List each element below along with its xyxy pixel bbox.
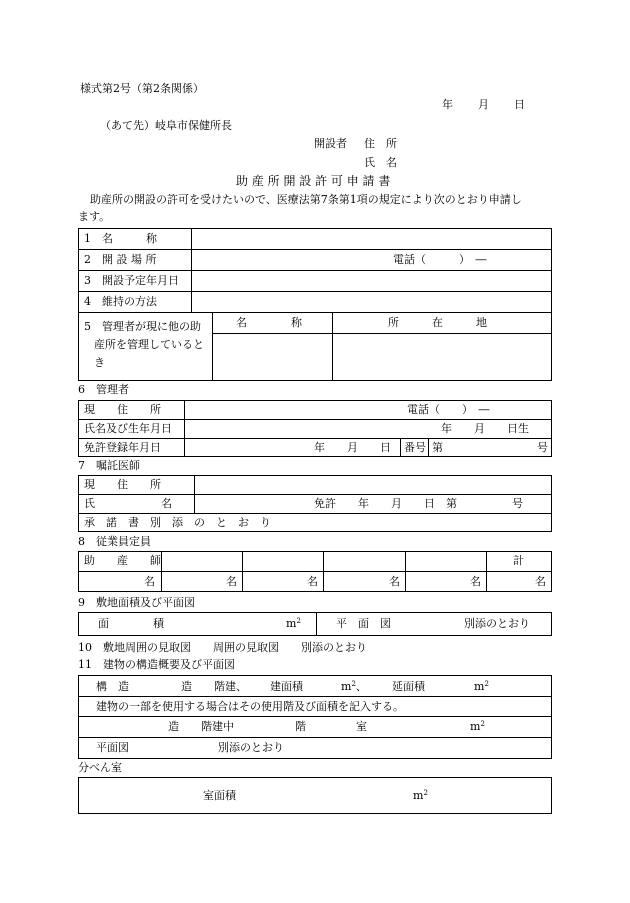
date-day: 日 [514,98,525,111]
unit-mei-6: 名 [535,575,546,588]
floor-area-unit: $m^2$ [474,680,489,693]
unit-mei-1: 名 [144,575,155,588]
other-facility-location-header: 所 在 地 [388,316,487,329]
applicant-name-label: 氏 名 [364,156,397,169]
manager-number-label: 番号 [404,441,426,454]
building-area-unit: $m^2$、 [341,680,367,693]
surroundings-heading: 10 敷地周囲の見取図 周囲の見取図 別添のとおり [78,641,367,654]
building-plan-attached: 別添のとおり [218,741,284,754]
manager-name-birth-label: 氏名及び生年月日 [84,422,172,435]
unit-mei-4: 名 [389,575,400,588]
building-area-label: 建面積 [270,680,303,693]
document-title: 助 産 所 開 設 許 可 申 請 書 [236,174,391,188]
manager-phone-label: 電話（ ） ― [407,403,490,416]
manager-address-label: 現 住 所 [84,403,161,416]
unit-mei-5: 名 [470,575,481,588]
partial-use-floors: 造 階建中 [168,720,234,733]
applicant-address-label: 住 所 [364,137,397,150]
partial-use-floor-label: 階 [295,720,306,733]
unit-mei-3: 名 [307,575,318,588]
area-label: 面 積 [98,617,164,630]
maintenance-method-label: 4 維持の方法 [84,295,157,308]
facility-location-label: 2 開 設 場 所 [84,253,157,266]
date-month: 月 [478,98,489,111]
floor-area-label: 延面積 [392,680,425,693]
manager-number-go: 号 [537,441,548,454]
manager-birth-ymd: 年 月 日生 [441,422,529,435]
body-text-line-2: ます。 [78,210,111,223]
body-text-line-1: 助産所の開設の許可を受けたいので、医療法第7条第1項の規定により次のとおり申請し [90,193,522,206]
unit-mei-2: 名 [226,575,237,588]
addressee: （あて先）岐阜市保健所長 [100,119,232,132]
doctor-name-label: 氏 名 [84,497,172,510]
consulting-doctor-heading: 7 嘱託医師 [78,459,140,472]
partial-use-room-label: 室 [356,720,367,733]
planned-date-label: 3 開設予定年月日 [84,274,179,287]
consent-letter-note: 承 諾 書 別 添 の と お り [84,516,271,529]
manager-number-dai: 第 [432,441,443,454]
doctor-address-label: 現 住 所 [84,478,161,491]
delivery-room-heading: 分べん室 [78,761,122,774]
area-unit: $m^2$ [286,617,301,630]
room-area-label: 室面積 [203,789,236,802]
manager-heading: 6 管理者 [78,383,129,396]
room-area-unit: $m^2$ [413,789,428,802]
site-area-heading: 9 敷地面積及び平面図 [78,596,195,609]
staff-quota-heading: 8 従業員定員 [78,535,151,548]
partial-use-note: 建物の一部を使用する場合はその使用階及び面積を記入する。 [96,700,404,713]
manager-license-ymd: 年 月 日 [314,441,391,454]
other-management-label-1: 5 管理者が現に他の助 [84,320,201,333]
partial-use-unit: $m^2$ [470,720,485,733]
doctor-license-info: 免許 年 月 日 第 号 [314,497,523,510]
building-plan-label: 平面図 [96,741,129,754]
structure-label: 構 造 [96,680,129,693]
manager-license-date-label: 免許登録年月日 [84,441,161,454]
floor-plan-attached: 別添のとおり [464,617,530,630]
building-structure-heading: 11 建物の構造概要及び平面図 [78,658,235,671]
date-year: 年 [442,98,453,111]
applicant-label: 開設者 [314,137,347,150]
other-facility-name-header: 名 称 [236,316,302,329]
form-number: 様式第2号（第2条関係） [80,82,204,95]
total-label: 計 [513,554,524,567]
facility-phone-label: 電話（ ） ― [393,253,487,266]
facility-name-label: 1 名 称 [84,232,157,245]
delivery-room-table [78,777,552,814]
structure-floors: 造 階建、 [181,680,247,693]
other-management-label-2: 産所を管理していると [94,338,204,351]
other-management-label-3: き [94,356,105,369]
midwife-label: 助 産 師 [84,554,161,567]
floor-plan-label: 平 面 図 [336,617,391,630]
